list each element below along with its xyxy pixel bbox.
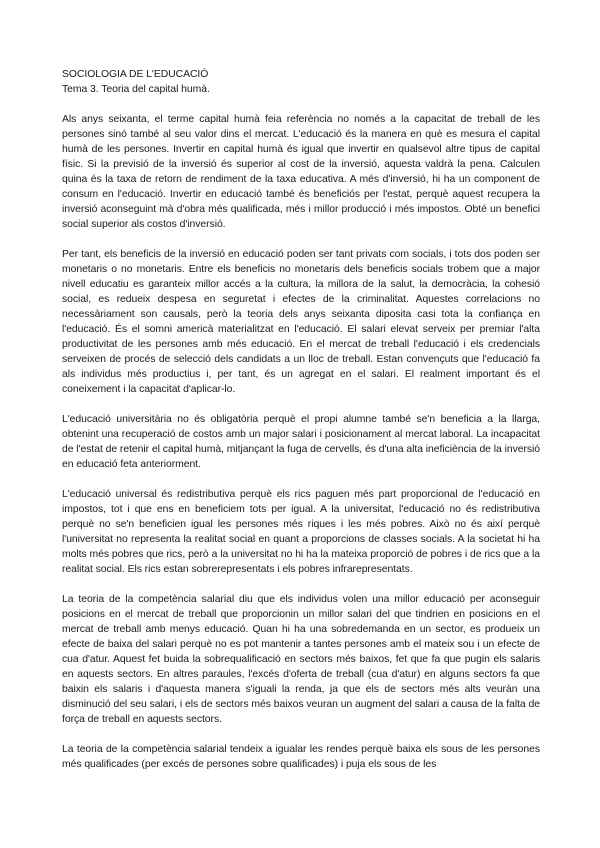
paragraph-2: Per tant, els beneficis de la inversió en educació poden ser tant privats com socials, i tots dos poden ser monetaris o no monetaris. Entre els beneficis no monetaris dels beneficis socials trobem que a major nivell educatiu es garanteix millor accés a la cultura, la millora de la salut, la democràcia, la cohesió social, es redueix despesa en seguretat i efectes de la criminalitat. Aquestes correlacions no necessàriament son causals, però la teoria dels anys seixanta diposita casi tota la confiança en l'educació. És el somni americà materialitzat en l'educació. El salari elevat serveix per premiar l'alta productivitat de les persones amb més educació. En el mercat de treball l'educació i els credencials serveixen de procés de selecció dels candidats a un lloc de treball. Estan convençuts que l'educació fa als individus més productius i, per tant, és un agregat en el salari. El realment important és el coneixement i la capacitat d'aplicar-lo. [62,249,540,395]
paragraph-6: La teoria de la competència salarial tendeix a igualar les rendes perquè baixa els sous de les persones més qualificades (per excés de persones sobre qualificades) i puja els sous de les [62,744,540,770]
paragraph-5: La teoria de la competència salarial diu que els individus volen una millor educació per aconseguir posicions en el mercat de treball que proporcionin un millor salari del que tindrien en posicions en el mercat de treball amb menys educació. Quan hi ha una sobredemanda en un sector, es produeix un efecte de baixa del salari perquè no es pot mantenir a tantes persones amb el mateix sou i un efecte de cua d'atur. Aquest fet buida la sobrequalificació en sectors més baixos, fet que fa que pugin els salaris en aquests sectors. En altres paraules, l'excés d'oferta de treball (cua d'atur) en alguns sectors fa que baixin els salaris i d'aquesta manera s'iguali la renda, ja que els de sectors més alts veuràn una disminució del seu salari, i els de sectors més baixos veuran un augment del salari a causa de la falta de força de treball en aquests sectors. [62,594,540,725]
paragraph-1: Als anys seixanta, el terme capital humà feia referència no només a la capacitat de treball de les persones sinó també al seu valor dins el mercat. L'educació és la manera en què es mesura el capital humà de les persones. Invertir en capital humà és igual que invertir en qualsevol altre tipus de capital físic. Si la previsió de la inversió és superior al cost de la inversió, aquesta valdrà la pena. Calculen quina és la taxa de retorn de rendiment de la taxa educativa. A més d'inversió, hi ha un component de consum en l'educació. Invertir en educació també és beneficiós per l'estat, perquè aquest recupera la inversió aconseguint mà d'obra més qualificada, més i millor producció i més impostos. Obté un benefici social superior als costos d'inversió. [62,114,540,230]
document-title: SOCIOLOGIA DE L'EDUCACIÓ [62,69,209,80]
paragraph-4: L'educació universal és redistributiva perquè els rics paguen més part proporcional de l'educació en impostos, tot i que ens en beneficiem tots per igual. A la universitat, l'educació no és redistributiva perquè no se'n beneficien igual les persones més riques i les més pobres. Això no és així perquè l'universitat no representa la realitat social en quant a proporcions de classes socials. A la societat hi ha molts més pobres que rics, però a la universitat no hi ha la mateixa proporció de pobres i de rics que a la realitat social. Els rics estan sobrerepresentats i els pobres infrarepresentats. [62,489,540,575]
document-header [62,67,540,97]
paragraph-3: L'educació universitària no és obligatòria perquè el propi alumne també se'n beneficia a la llarga, obtenint una recuperació de costos amb un major salari i posicionament al mercat laboral. La incapacitat de l'estat de retenir el capital humà, mitjançant la fuga de cervells, és d'una alta ineficiència de la inversió en educació feta anteriorment. [62,414,540,470]
document-body [62,67,540,787]
document-subtitle: Tema 3. Teoria del capital humà. [62,84,210,95]
